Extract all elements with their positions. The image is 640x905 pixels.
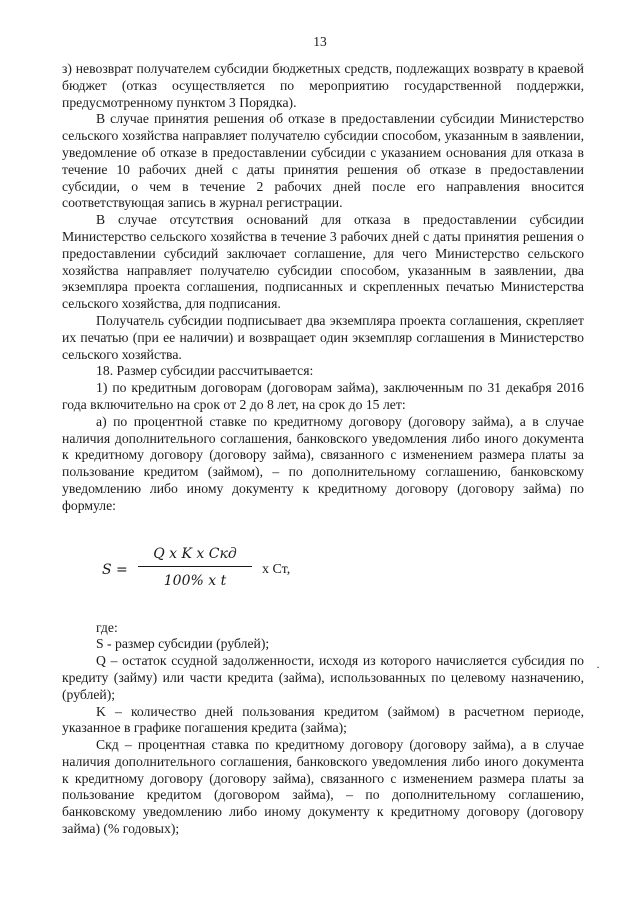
definition-s: S - размер субсидии (рублей);: [96, 636, 270, 652]
margin-dot: ·: [596, 660, 600, 674]
definition-q: Q – остаток ссудной задолженности, исходя из которого начисляется субсидия по кредиту (займу) или части кредита (займа), использованных по целевому назначению, (рублей);: [62, 653, 584, 702]
paragraph-refund: з) невозврат получателем субсидии бюджетных средств, подлежащих возврату в краевой бюджет (отказ осуществляется по мероприятию государственной поддержки, предусмотренному пунктом 3 Порядка).: [62, 61, 584, 110]
fraction-bar: [138, 566, 252, 567]
formula-denominator: 100% x t: [163, 572, 227, 589]
document-body: [62, 61, 584, 838]
formula-lhs: S =: [102, 561, 128, 578]
paragraph-recipient-signs: Получатель субсидии подписывает два экземпляра проекта соглашения, скрепляет их печатью (при ее наличии) и возвращает один экземпляр соглашения в Министерство сельского хозяйства.: [62, 312, 584, 362]
definition-ckd: Cкд – процентная ставка по кредитному договору (договору займа), а в случае наличия дополнительного соглашения, банковского уведомления либо иного документа к кредитному договору (договору займа), связанного с изменением размера платы за пользование кредитом (договором займа), – по дополнительному соглашению, банковскому уведомлению либо иному документу к кредитному договору (договору займа) (% годовых);: [62, 737, 584, 837]
formula-numerator: Q x K x Cкд: [153, 545, 237, 562]
subsidy-formula: [62, 543, 584, 599]
formula-fraction: [134, 543, 256, 592]
paragraph-agreement: В случае отсутствия оснований для отказа в предоставлении субсидии Министерство сельского хозяйства в течение 3 рабочих дней с даты принятия решения о предоставлении субсидий заключает соглашение, для чего Министерство сельского хозяйства направляет получателю субсидии способом, указанным в заявлении, два экземпляра проекта соглашения, подписанных и скрепленных печатью Министерства сельского хозяйства, для подписания.: [62, 212, 584, 312]
paragraph-refusal-notice: В случае принятия решения об отказе в предоставлении субсидии Министерство сельского хозяйства направляет получателю субсидии способом, указанным в заявлении, уведомление об отказе в предоставлении субсидии с указанием основания для отказа в течение 10 рабочих дней с даты принятия решения об отказе в предоставлении субсидии, о чем в течение 2 рабочих дней после его направления вносится соответствующая запись в журнал регистрации.: [62, 111, 584, 211]
formula-rhs: x Ст,: [262, 561, 291, 577]
paragraphs-before-formula: [62, 61, 584, 515]
paragraph-item-18-1a: а) по процентной ставке по кредитному договору (договору займа), а в случае наличия дополнительного соглашения, банковского уведомления либо иного документа к кредитному договору (договору займа), связанного с изменением размера платы за пользование кредитом (займом), – по дополнительному соглашению, банковскому уведомлению либо иному документу к кредитному договору (договору займа) по формуле:: [62, 413, 584, 513]
definition-k: K – количество дней пользования кредитом (займом) в расчетном периоде, указанное в графике погашения кредита (займа);: [62, 703, 584, 736]
page-number: 13: [313, 34, 327, 49]
paragraph-item-18: 18. Размер субсидии рассчитывается:: [96, 363, 314, 379]
paragraph-item-18-1: 1) по кредитным договорам (договорам займа), заключенным по 31 декабря 2016 года включительно на срок от 2 до 8 лет, на срок до 15 лет:: [62, 380, 584, 412]
paragraph-where: где:: [96, 619, 118, 635]
paragraphs-after-formula: [62, 620, 584, 838]
